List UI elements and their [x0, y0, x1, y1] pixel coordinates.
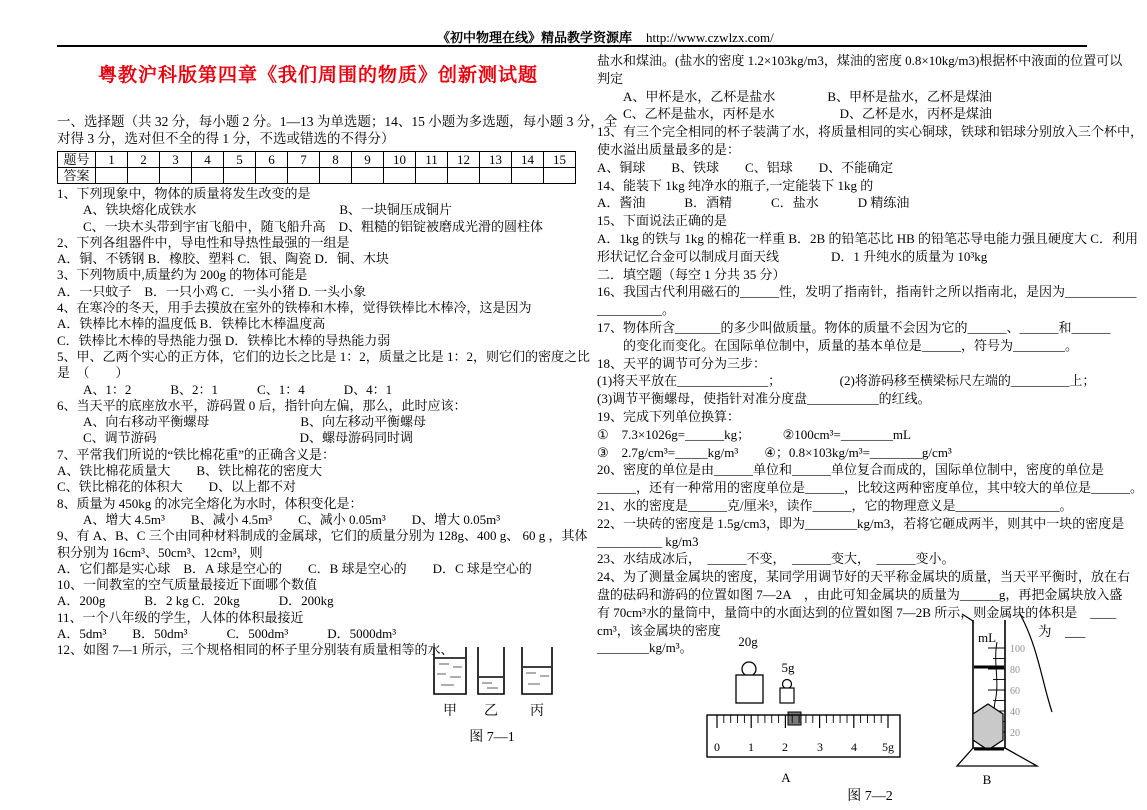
question-line: 7、平常我们所说的“铁比棉花重”的正确含义是：	[57, 446, 336, 462]
right-column	[597, 52, 1144, 657]
question-line: 16、我国古代利用磁石的______性，发明了指南针，指南针之所以指南北，是因为___________	[597, 284, 1137, 300]
figure-7-1-caption: 图 7—1	[469, 730, 515, 745]
answer-cell	[384, 168, 416, 184]
number-row-label: 题号	[58, 152, 96, 168]
question-line: 8、质量为 450kg 的冰完全熔化为水时，体积变化是：	[57, 495, 363, 511]
question-line: 积分别为 16cm³、50cm³、12cm³，则	[57, 544, 263, 560]
question-line: 11、一个八年级的学生，人体的体积最接近	[57, 609, 304, 625]
question-number-cell: 15	[544, 152, 576, 168]
beam-tick-5g: 5g	[882, 740, 894, 754]
choice-section-heading-line2: 对得 3 分，选对但不全的得 1 分，不选或错选的不得分）	[57, 130, 395, 146]
beam-tick-0: 0	[714, 740, 720, 754]
question-number-cell: 5	[224, 152, 256, 168]
question-line: ① 7.3×1026g=______kg； ②100cm³=________mL	[597, 426, 911, 442]
cup-bing-outline	[522, 647, 552, 694]
question-line: 4、在寒冷的冬天，用手去摸放在室外的铁棒和木棒，觉得铁棒比木棒冷，这是因为	[57, 300, 532, 316]
answer-cell	[96, 168, 128, 184]
question-line: A．酱油 B．酒精 C．盐水 D 精练油	[597, 195, 910, 211]
question-line: A、铁块熔化成铁水 B、一块铜压成铜片	[57, 202, 453, 218]
figure-7-2-caption: 图 7—2	[847, 789, 893, 804]
answer-cell	[288, 168, 320, 184]
question-number-cell: 7	[288, 152, 320, 168]
question-line: 有 70cm³水的量筒中，量筒中的水面达到的位置如图 7—2B 所示，则金属块的体积是 ____	[597, 604, 1117, 620]
weight-5g-body	[780, 688, 794, 703]
question-line: A．铜、不锈钢 B．橡胶、塑料 C．银、陶瓷 D．铜、木块	[57, 251, 389, 267]
question-line: A．铁棒比木棒的温度低 B．铁棒比木棒温度高	[57, 316, 326, 332]
question-number-cell: 1	[96, 152, 128, 168]
question-line: A、1：2 B、2：1 C、1：4 D、4：1	[57, 381, 393, 397]
question-number-cell: 9	[352, 152, 384, 168]
weight-5g-knob	[783, 680, 792, 689]
question-line: 14、能装下 1kg 纯净水的瓶子,一定能装下 1kg 的	[597, 177, 874, 193]
question-line: 9、有 A、B、C 三个由同种材料制成的金属球，它们的质量分别为 128g、400 g、 60 g ，其体	[57, 528, 588, 544]
cup-jia-water-dashes	[437, 664, 462, 685]
question-line: 盘的砝码和游码的位置如图 7—2A ，由此可知金属块的质量为______g，再把金属块放入盛	[597, 586, 1123, 602]
question-number-cell: 11	[416, 152, 448, 168]
question-line: 1、下列现象中，物体的质量将发生改变的是	[57, 186, 311, 201]
question-line: A、甲杯是水，乙杯是盐水 B、甲杯是盐水，乙杯是煤油	[597, 88, 993, 104]
question-line: __________ kg/m3	[597, 533, 699, 549]
question-line: 10、一间教室的空气质量最接近下面哪个数值	[57, 577, 318, 593]
cylinder-side-curve	[1020, 614, 1052, 712]
answer-cell	[448, 168, 480, 184]
answer-cell	[320, 168, 352, 184]
question-line: 13、有三个完全相同的杯子装满了水，将质量相同的实心铜球，铁球和铝球分别放入三个杯中，	[597, 124, 1144, 140]
right-question-lines	[597, 52, 1144, 657]
beam-tick-3: 3	[817, 740, 823, 754]
question-line: A．5dm³ B．50dm³ C．500dm³ D．5000dm³	[57, 626, 397, 642]
question-line: 二．填空题（每空 1 分共 35 分）	[597, 266, 786, 282]
answer-cell	[256, 168, 288, 184]
question-line: 22、一块砖的密度是 1.5g/cm3，即为________kg/m3，若将它砸成两半，则其中一块的密度是	[597, 515, 1125, 531]
question-line: 的变化而变化。在国际单位制中，质量的基本单位是______，符号为________。	[597, 337, 1079, 353]
question-line: C、一块木头带到宇宙飞船中，随飞船升高 D、粗糙的铝锭被磨成光滑的圆柱体	[57, 218, 544, 234]
question-number-cell: 4	[192, 152, 224, 168]
beam-scale	[707, 715, 900, 757]
page-title: 粤教沪科版第四章《我们周围的物质》创新测试题	[97, 65, 538, 86]
answer-cell	[224, 168, 256, 184]
question-line: A、铁比棉花质量大 B、铁比棉花的密度大	[57, 463, 323, 479]
question-line: A．一只蚊子 B．一只小鸡 C．一头小猪 D. 一头小象	[57, 283, 367, 299]
q24-right-fragment: 为 ___	[1038, 624, 1086, 639]
cylinder-tick-60: 60	[1010, 686, 1020, 697]
cylinder-spout	[962, 614, 973, 621]
answer-table	[57, 151, 576, 184]
left-question-lines	[57, 186, 591, 659]
question-number-cell: 8	[320, 152, 352, 168]
question-line: A、铜球 B、铁球 C、铝球 D、不能确定	[597, 159, 894, 175]
question-line: 15、下面说法正确的是	[597, 213, 728, 229]
answer-cell	[512, 168, 544, 184]
question-number-cell: 6	[256, 152, 288, 168]
question-line: A．1kg 的铁与 1kg 的棉花一样重 B．2B 的铅笔芯比 HB 的铅笔芯导电能力强且硬度大 C．利用	[597, 230, 1138, 246]
question-number-cell: 10	[384, 152, 416, 168]
cylinder-tick-80: 80	[1010, 665, 1020, 676]
answer-cell	[352, 168, 384, 184]
cup-jia-label: 甲	[443, 704, 457, 719]
question-line: C、乙杯是盐水，丙杯是水 D、乙杯是水，丙杯是煤油	[597, 106, 993, 122]
question-line: A、增大 4.5m³ B、减小 4.5m³ C、减小 0.05m³ D、增大 0.05m³	[57, 511, 501, 527]
question-line: 20、密度的单位是由______单位和______单位复合而成的，国际单位制中，密度的单位是	[597, 462, 1105, 478]
site-url-link[interactable]: http://www.czwlzx.com/	[646, 30, 774, 45]
question-line: 12、如图 7—1 所示，三个规格相同的杯子里分别装有质量相等的水、	[57, 642, 454, 658]
cylinder-tick-20: 20	[1010, 728, 1020, 739]
answer-cell	[160, 168, 192, 184]
question-line: 是 （ ）	[57, 365, 129, 381]
question-line: __________。	[597, 302, 676, 318]
question-number-cell: 12	[448, 152, 480, 168]
question-line: (1)将天平放在______________； (2)将游码移至横梁标尺左端的_________上；	[597, 373, 1096, 389]
beam-major-ticks	[717, 715, 888, 728]
question-line: ________kg/m³。	[597, 640, 693, 656]
header-divider	[57, 45, 1087, 47]
site-header	[437, 27, 774, 46]
question-line: 5、甲、乙两个实心的正方体，它们的边长之比是 1：2，质量之比是 1：2，则它们的密度之比	[57, 348, 591, 364]
cylinder-tick-40: 40	[1010, 707, 1020, 718]
question-number-cell: 3	[160, 152, 192, 168]
beam-tick-4: 4	[851, 740, 857, 754]
cup-jia-outline	[434, 647, 466, 694]
choice-section-heading-line1: 一、选择题（共 32 分，每小题 2 分。1—13 为单选题；14、15 小题为多选题，每小题 3 分，全	[57, 114, 618, 129]
beam-tick-2: 2	[782, 740, 788, 754]
question-line: 6、当天平的底座放水平，游码置 0 后，指针向左偏，那么，此时应该：	[57, 397, 467, 413]
cup-bing-label: 丙	[530, 704, 544, 719]
answer-row-label: 答案	[58, 168, 96, 184]
question-line: cm³，该金属块的密度	[597, 622, 721, 638]
beam-tick-1: 1	[748, 740, 754, 754]
question-line: C、调节游码 D、螺母游码同时调	[57, 430, 414, 446]
figure-7-1	[430, 641, 570, 753]
weight-20g-body	[736, 675, 763, 703]
answer-cell	[128, 168, 160, 184]
question-line: ③ 2.7g/cm³=_____kg/m³ ④；0.8×103kg/m³=________g/cm³	[597, 444, 952, 460]
answer-cell	[480, 168, 512, 184]
question-number-cell: 14	[512, 152, 544, 168]
balance-and-cylinder-illustration	[690, 612, 1120, 808]
cup-yi-outline	[478, 647, 504, 694]
question-line: 2、下列各组器件中，导电性和导热性最强的一组是	[57, 234, 350, 250]
metal-block	[973, 704, 1003, 750]
cylinder-base	[957, 748, 1037, 766]
beam-minor-ticks	[724, 715, 881, 723]
question-line: 17、物体所含_______的多少叫做质量。物体的质量不会因为它的______、______和______	[597, 319, 1111, 335]
question-line: 3、下列物质中,质量约为 200g 的物体可能是	[57, 267, 308, 283]
weight-5g-label: 5g	[781, 660, 795, 675]
weight-20g-knob	[742, 662, 756, 676]
question-line: 使水溢出质量最多的是：	[597, 141, 741, 157]
question-line: 21、水的密度是______克/厘米³，读作______，它的物理意义是________________。	[597, 497, 1073, 513]
cylinder-tick-100: 100	[1010, 644, 1025, 655]
cups-illustration	[430, 641, 570, 753]
cup-yi-water-dashes	[482, 683, 498, 688]
question-number-cell: 13	[480, 152, 512, 168]
answer-table-number-row	[58, 152, 576, 168]
question-line: C、铁比棉花的体积大 D、以上都不对	[57, 479, 297, 495]
question-line: 盐水和煤油。(盐水的密度 1.2×103kg/m3，煤油的密度 0.8×10kg/m3)根据杯中液面的位置可以	[597, 53, 1123, 68]
question-line: C．铁棒比木棒的导热能力强 D．铁棒比木棒的导热能力弱	[57, 332, 391, 348]
answer-table-answer-row	[58, 168, 576, 184]
question-line: ______，还有一种常用的密度单位是______，比较这两种密度单位，其中较大的单位是______。	[597, 480, 1144, 496]
question-line: A．200g B．2 kg C．20kg D．200kg	[57, 593, 334, 609]
answer-cell	[544, 168, 576, 184]
answer-cell	[416, 168, 448, 184]
question-line: 23、水结成冰后， ______不变， ______变大， ______变小。	[597, 551, 955, 567]
cup-bing-water-dashes	[526, 673, 549, 684]
cup-yi-label: 乙	[484, 704, 498, 719]
question-line: 19、完成下列单位换算：	[597, 408, 741, 424]
question-line: 24、为了测量金属块的密度，某同学用调节好的天平称金属块的质量，当天平平衡时，放在右	[597, 569, 1131, 585]
question-number-cell: 2	[128, 152, 160, 168]
answer-cell	[192, 168, 224, 184]
question-line: 18、天平的调节可分为三步：	[597, 355, 767, 371]
site-name: 《初中物理在线》精品教学资源库	[437, 30, 633, 45]
weight-20g-label: 20g	[738, 634, 758, 649]
question-line: 形状记忆合金可以制成月面天线 D．1 升纯水的质量为 10³kg	[597, 248, 988, 264]
figure-part-b-label: B	[982, 772, 992, 787]
figure-7-2	[690, 612, 1120, 808]
cylinder-unit-label: mL	[978, 630, 997, 645]
question-line: A、向右移动平衡螺母 B、向左移动平衡螺母	[57, 414, 427, 430]
question-line: A．它们都是实心球 B．A 球是空心的 C．B 球是空心的 D．C 球是空心的	[57, 560, 532, 576]
question-line: 判定	[597, 70, 624, 86]
figure-part-a-label: A	[781, 770, 791, 785]
question-line: (3)调节平衡螺母，使指针对准分度盘___________的红线。	[597, 391, 931, 407]
